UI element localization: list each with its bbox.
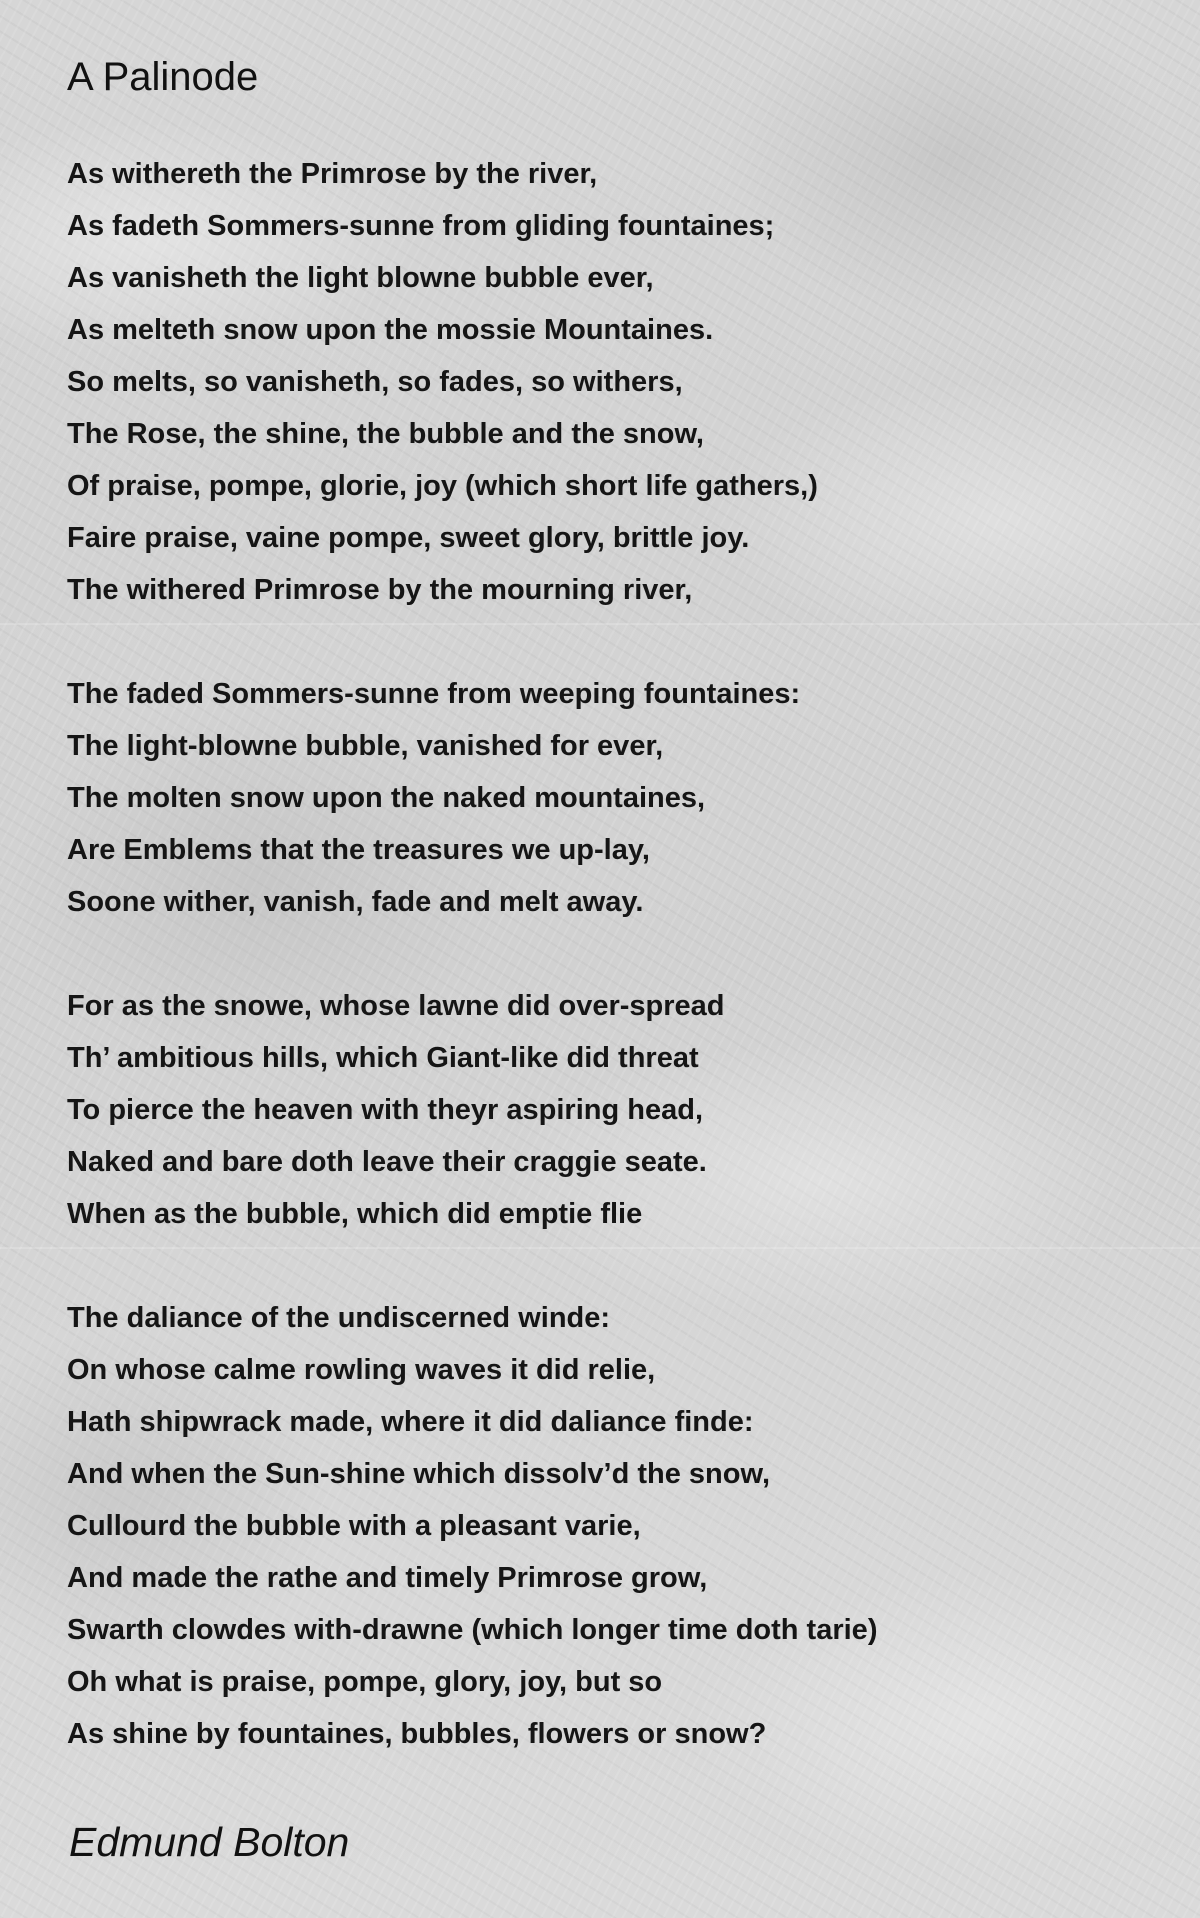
poem-line: The withered Primrose by the mourning river, xyxy=(67,574,693,606)
poem-line: As shine by fountaines, bubbles, flowers or snow? xyxy=(67,1718,767,1750)
poem-stanza xyxy=(67,1292,877,1760)
poem-line: The Rose, the shine, the bubble and the snow, xyxy=(67,418,704,450)
poem-line: Th’ ambitious hills, which Giant-like did threat xyxy=(67,1042,699,1074)
poem-line: As vanisheth the light blowne bubble ever, xyxy=(67,262,654,294)
poem-line: Faire praise, vaine pompe, sweet glory, brittle joy. xyxy=(67,522,750,554)
poem-title: A Palinode xyxy=(67,55,259,99)
poem-line: Swarth clowdes with-drawne (which longer time doth tarie) xyxy=(67,1614,878,1646)
poem-line: And made the rathe and timely Primrose grow, xyxy=(67,1562,708,1594)
poem-line: Of praise, pompe, glorie, joy (which short life gathers,) xyxy=(67,470,818,502)
poem-author: Edmund Bolton xyxy=(69,1819,350,1865)
poem-line: And when the Sun-shine which dissolv’d the snow, xyxy=(67,1458,771,1490)
poem-line: Naked and bare doth leave their craggie seate. xyxy=(67,1146,707,1178)
poem-line: Cullourd the bubble with a pleasant varie, xyxy=(67,1510,641,1542)
poem-line: On whose calme rowling waves it did relie, xyxy=(67,1354,656,1386)
poem-line: The daliance of the undiscerned winde: xyxy=(67,1302,611,1334)
poem-line: Oh what is praise, pompe, glory, joy, but so xyxy=(67,1666,663,1698)
poem-line: Hath shipwrack made, where it did daliance finde: xyxy=(67,1406,754,1438)
poem-line: When as the bubble, which did emptie flie xyxy=(67,1198,643,1230)
poem-line: As fadeth Sommers-sunne from gliding fountaines; xyxy=(67,210,775,242)
poem-stanza xyxy=(67,980,877,1240)
poem-stanza xyxy=(67,148,877,616)
poem-line: Are Emblems that the treasures we up-lay, xyxy=(67,834,650,866)
poem-line: The molten snow upon the naked mountaines, xyxy=(67,782,706,814)
poem-line: As withereth the Primrose by the river, xyxy=(67,158,598,190)
poem-line: The faded Sommers-sunne from weeping fountaines: xyxy=(67,678,801,710)
poem-line: Soone wither, vanish, fade and melt away. xyxy=(67,886,644,918)
poem-line: So melts, so vanisheth, so fades, so withers, xyxy=(67,366,683,398)
poem-stanza xyxy=(67,668,877,928)
poem-body xyxy=(67,148,877,1760)
poem-line: As melteth snow upon the mossie Mountaines. xyxy=(67,314,714,346)
poem-line: To pierce the heaven with theyr aspiring head, xyxy=(67,1094,704,1126)
poem-line: For as the snowe, whose lawne did over-spread xyxy=(67,990,725,1022)
poem-line: The light-blowne bubble, vanished for ever, xyxy=(67,730,664,762)
